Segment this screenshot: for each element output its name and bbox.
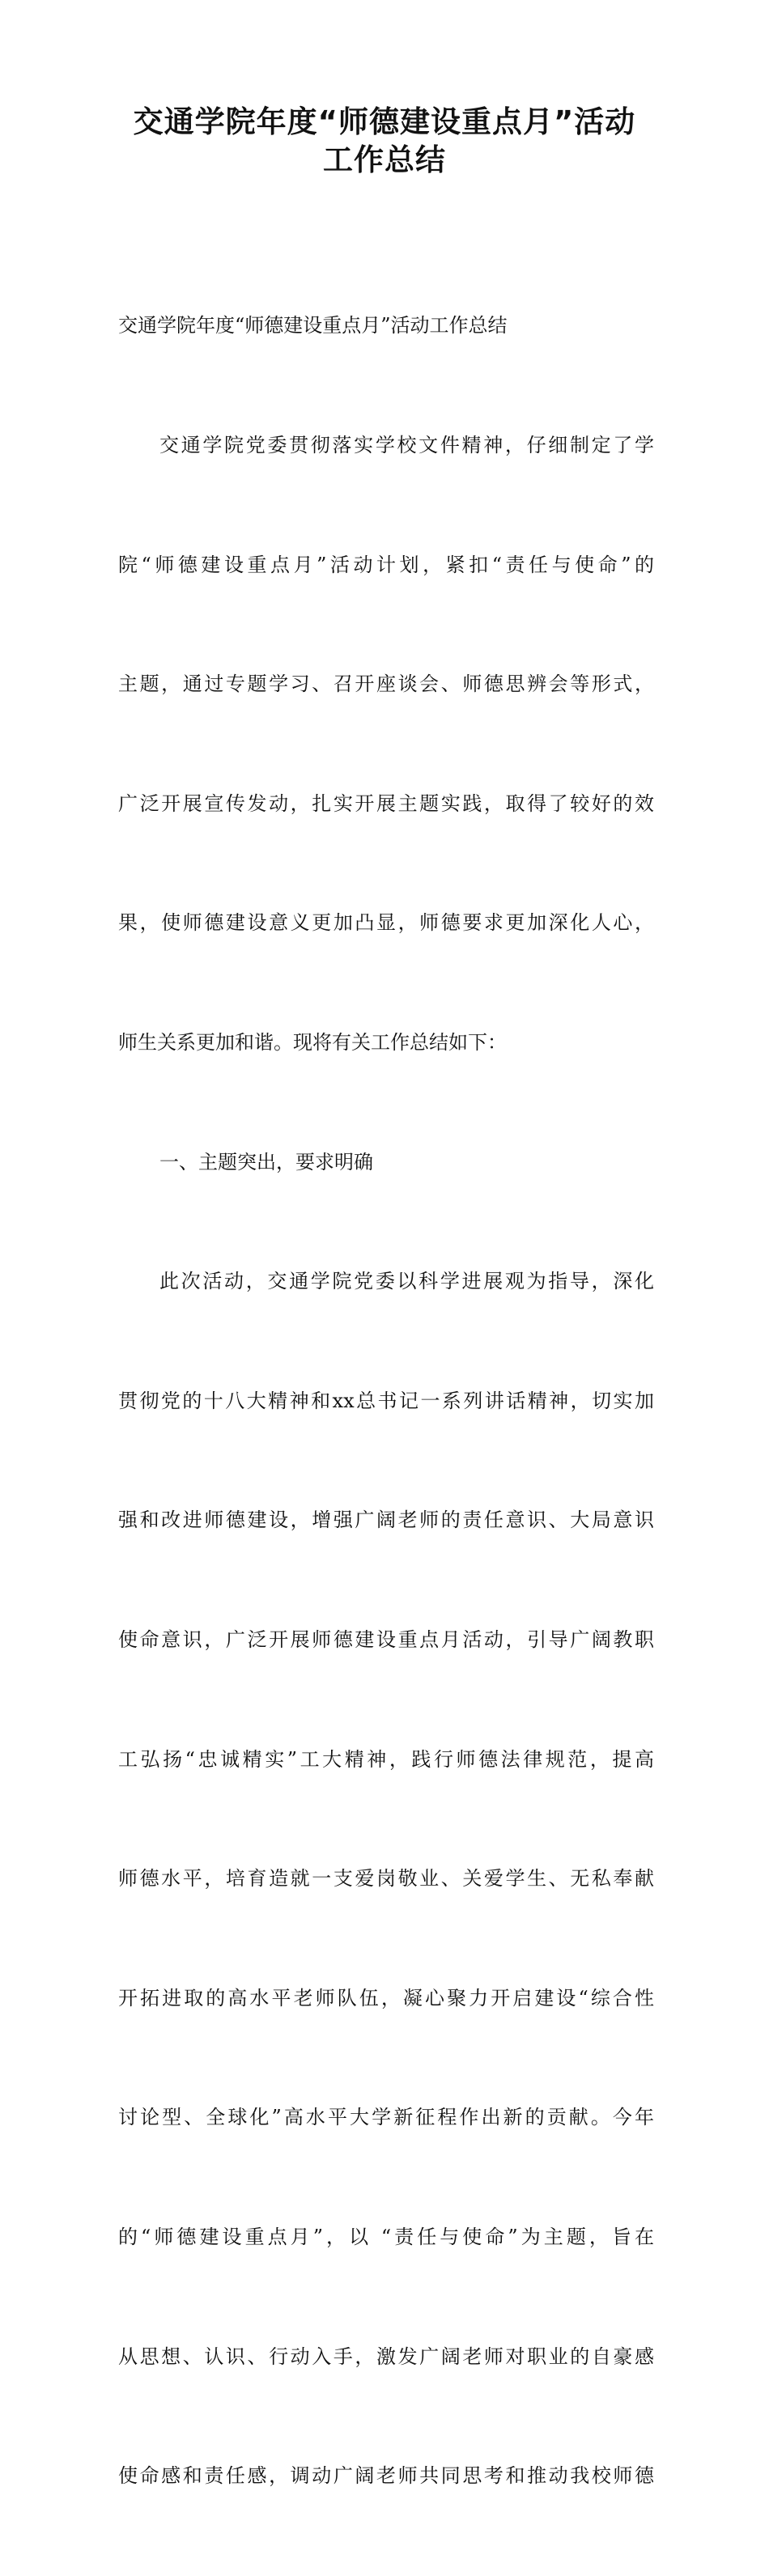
paragraph-line: 主题，通过专题学习、召开座谈会、师德思辨会等形式， (118, 673, 654, 696)
document-title-line-1: 交通学院年度“师德建设重点月”活动 (133, 104, 636, 139)
paragraph-line: 交通学院党委贯彻落实学校文件精神，仔细制定了学 (159, 434, 654, 456)
document-title-line-2: 工作总结 (323, 142, 446, 177)
paragraph-line: 的“师德建设重点月”，以 “责任与使命”为主题，旨在 (118, 2225, 654, 2248)
paragraph-line: 使命意识，广泛开展师德建设重点月活动，引导广阔教职 (118, 1628, 654, 1651)
paragraph-line: 贯彻党的十八大精神和xx总书记一系列讲话精神，切实加 (118, 1389, 654, 1412)
paragraph-line: 院“师德建设重点月”活动计划，紧扣“责任与使命”的 (118, 553, 654, 576)
paragraph-line: 果，使师德建设意义更加凸显，师德要求更加深化人心， (118, 911, 654, 935)
paragraph-line: 使命感和责任感，调动广阔老师共同思考和推动我校师德 (118, 2464, 654, 2488)
paragraph-line: 讨论型、全球化”高水平大学新征程作出新的贡献。今年 (118, 2106, 654, 2129)
paragraph-line: 工弘扬“忠诚精实”工大精神，践行师德法律规范，提高 (118, 1747, 654, 1771)
document-subtitle: 交通学院年度“师德建设重点月”活动工作总结 (118, 314, 508, 337)
document-body (118, 227, 654, 2576)
paragraph-line: 师生关系更加和谐。现将有关工作总结如下： (118, 1030, 507, 1054)
paragraph-line: 从思想、认识、行动入手，激发广阔老师对职业的自豪感 (118, 2345, 654, 2368)
paragraph-line: 师德水平，培育造就一支爱岗敬业、关爱学生、无私奉献 (118, 1867, 654, 1891)
paragraph-line: 强和改进师德建设，增强广阔老师的责任意识、大局意识 (118, 1509, 654, 1532)
paragraph-line: 开拓进取的高水平老师队伍，凝心聚力开启建设“综合性 (118, 1986, 654, 2009)
paragraph-line: 广泛开展宣传发动，扎实开展主题实践，取得了较好的效 (118, 791, 654, 815)
paragraph-line: 此次活动，交通学院党委以科学进展观为指导，深化 (159, 1270, 654, 1293)
section-heading: 一、主题突出，要求明确 (159, 1150, 373, 1173)
